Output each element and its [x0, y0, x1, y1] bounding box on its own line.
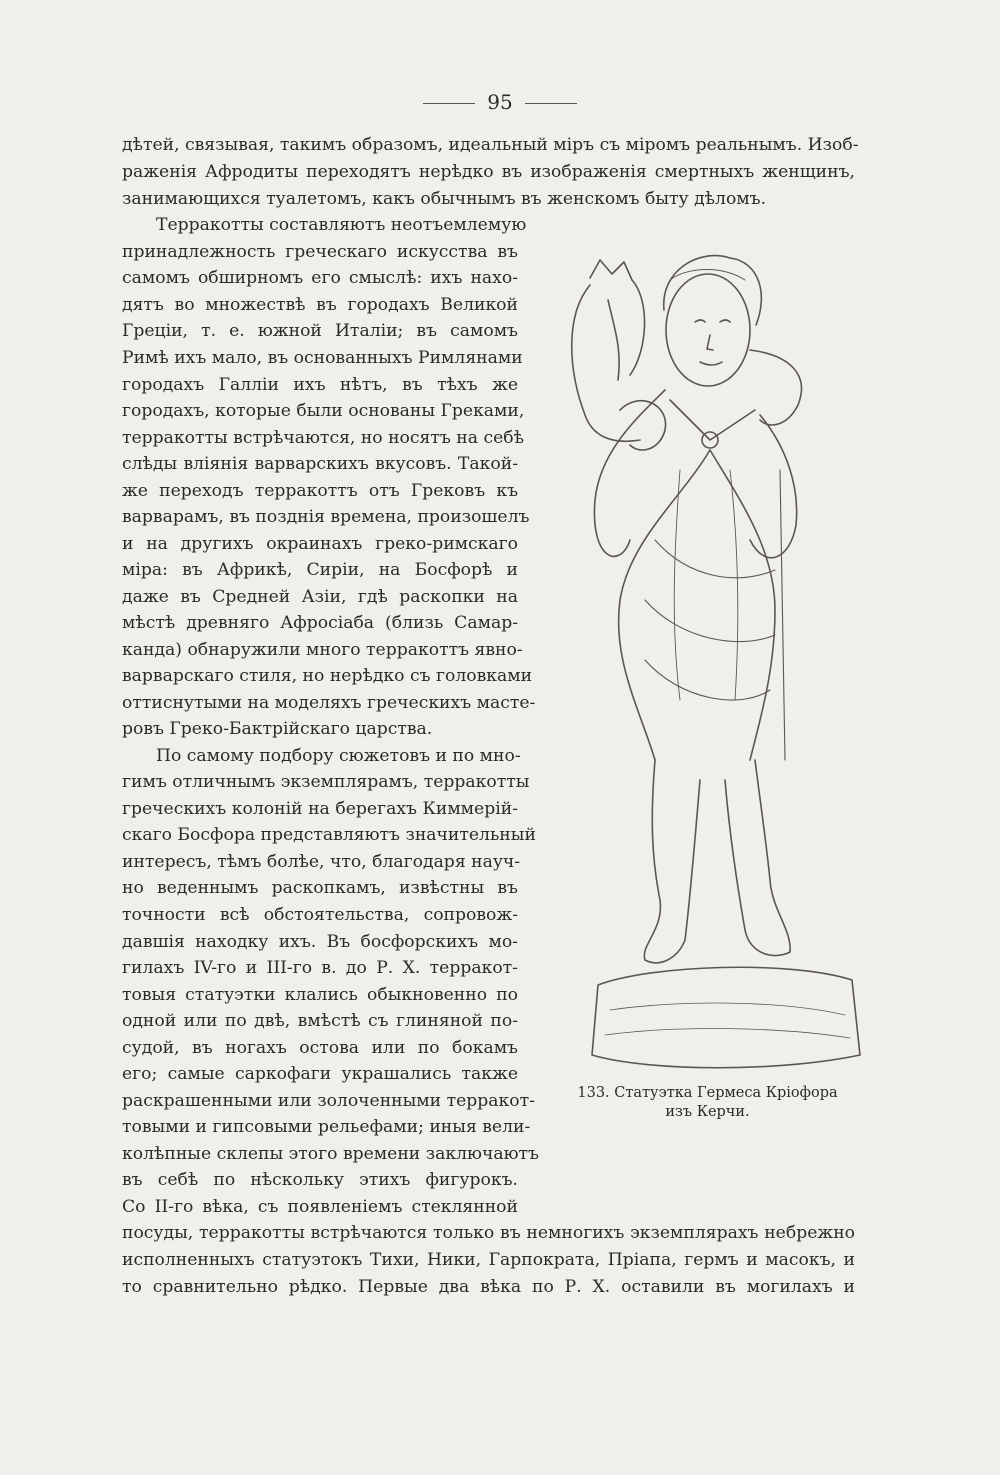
text-line: давшія находку ихъ. Въ босфорскихъ мо-: [122, 932, 518, 952]
text-line: занимающихся туалетомъ, какъ обычнымъ въ женскомъ быту дѣломъ.: [122, 189, 767, 209]
text-line: оттиснутыми на моделяхъ греческихъ масте-: [122, 693, 536, 713]
text-line: принадлежность греческаго искусства въ: [122, 242, 518, 262]
text-line: мѣстѣ древняго Афросіаба (близь Самар-: [122, 613, 518, 633]
text-line: интересъ, тѣмъ болѣе, что, благодаря науч-: [122, 852, 521, 872]
text-line: его; самые саркофаги украшались также: [122, 1064, 518, 1084]
text-line: греческихъ колоній на берегахъ Киммерій-: [122, 799, 518, 819]
text-line: и на другихъ окраинахъ греко-римскаго: [122, 534, 518, 554]
text-line: городахъ, которые были основаны Греками,: [122, 401, 525, 421]
text-line: самомъ обширномъ его смыслѣ: ихъ нахо-: [122, 268, 518, 288]
text-line: товыми и гипсовыми рельефами; иныя вели-: [122, 1117, 531, 1137]
text-line: же переходъ терракоттъ отъ Грековъ къ: [122, 481, 518, 501]
text-line: раскрашенными или золоченными терракот-: [122, 1091, 535, 1111]
text-line: одной или по двѣ, вмѣстѣ съ глиняной по-: [122, 1011, 518, 1031]
statuette-illustration: [560, 240, 880, 1070]
text-line: варварамъ, въ позднія времена, произошелъ: [122, 507, 530, 527]
page-number-rule-left: [423, 103, 475, 104]
text-line: скаго Босфора представляютъ значительный: [122, 825, 536, 845]
text-line: Римѣ ихъ мало, въ основанныхъ Римлянами: [122, 348, 523, 368]
text-line: гимъ отличнымъ экземплярамъ, терракотты: [122, 772, 530, 792]
text-line: терракотты встрѣчаются, но носятъ на себѣ: [122, 428, 524, 448]
text-line: товыя статуэтки клались обыкновенно по: [122, 985, 518, 1005]
text-line: міра: въ Африкѣ, Сиріи, на Босфорѣ и: [122, 560, 518, 580]
text-line: Греціи, т. е. южной Италіи; въ самомъ: [122, 321, 518, 341]
text-line: раженія Афродиты переходятъ нерѣдко въ изображенія смертныхъ женщинъ,: [122, 162, 855, 182]
text-line: но веденнымъ раскопкамъ, извѣстны въ: [122, 878, 518, 898]
text-line: ровъ Греко-Бактрійскаго царства.: [122, 719, 433, 739]
text-line: варварскаго стиля, но нерѣдко съ головками: [122, 666, 533, 686]
text-line: въ себѣ по нѣскольку этихъ фигурокъ.: [122, 1170, 518, 1190]
text-line: дѣтей, связывая, такимъ образомъ, идеальный міръ съ міромъ реальнымъ. Изоб-: [122, 135, 859, 155]
figure-caption: [555, 1084, 860, 1122]
text-line: посуды, терракотты встрѣчаются только въ немногихъ экземплярахъ небрежно: [122, 1223, 855, 1243]
text-line: слѣды вліянія варварскихъ вкусовъ. Такой-: [122, 454, 518, 474]
text-line: По самому подбору сюжетовъ и по мно-: [156, 746, 521, 766]
text-line: исполненныхъ статуэтокъ Тихи, Ники, Гарпократа, Пріапа, гермъ и масокъ, и: [122, 1250, 855, 1270]
figure-caption-line-1: 133. Статуэтка Гермеса Кріофора: [577, 1085, 838, 1101]
page-number-text: 95: [487, 90, 513, 114]
text-line: даже въ Средней Азіи, гдѣ раскопки на: [122, 587, 518, 607]
text-line: точности всѣ обстоятельства, сопровож-: [122, 905, 518, 925]
text-line: Со II-го вѣка, съ появленіемъ стеклянной: [122, 1197, 518, 1217]
page-number-rule-right: [525, 103, 577, 104]
text-line: колѣпные склепы этого времени заключаютъ: [122, 1144, 539, 1164]
text-line: городахъ Галліи ихъ нѣтъ, въ тѣхъ же: [122, 375, 518, 395]
text-line: то сравнительно рѣдко. Первые два вѣка по Р. Х. оставили въ могилахъ и: [122, 1277, 855, 1297]
figure-caption-line-2: изъ Керчи.: [665, 1104, 750, 1120]
page-number: [0, 90, 1000, 114]
text-line: Терракотты составляютъ неотъемлемую: [156, 215, 527, 235]
text-line: судой, въ ногахъ остова или по бокамъ: [122, 1038, 518, 1058]
text-line: канда) обнаружили много терракоттъ явно-: [122, 640, 523, 660]
text-line: гилахъ IV-го и III-го в. до Р. Х. терракот-: [122, 958, 518, 978]
text-line: дятъ во множествѣ въ городахъ Великой: [122, 295, 518, 315]
